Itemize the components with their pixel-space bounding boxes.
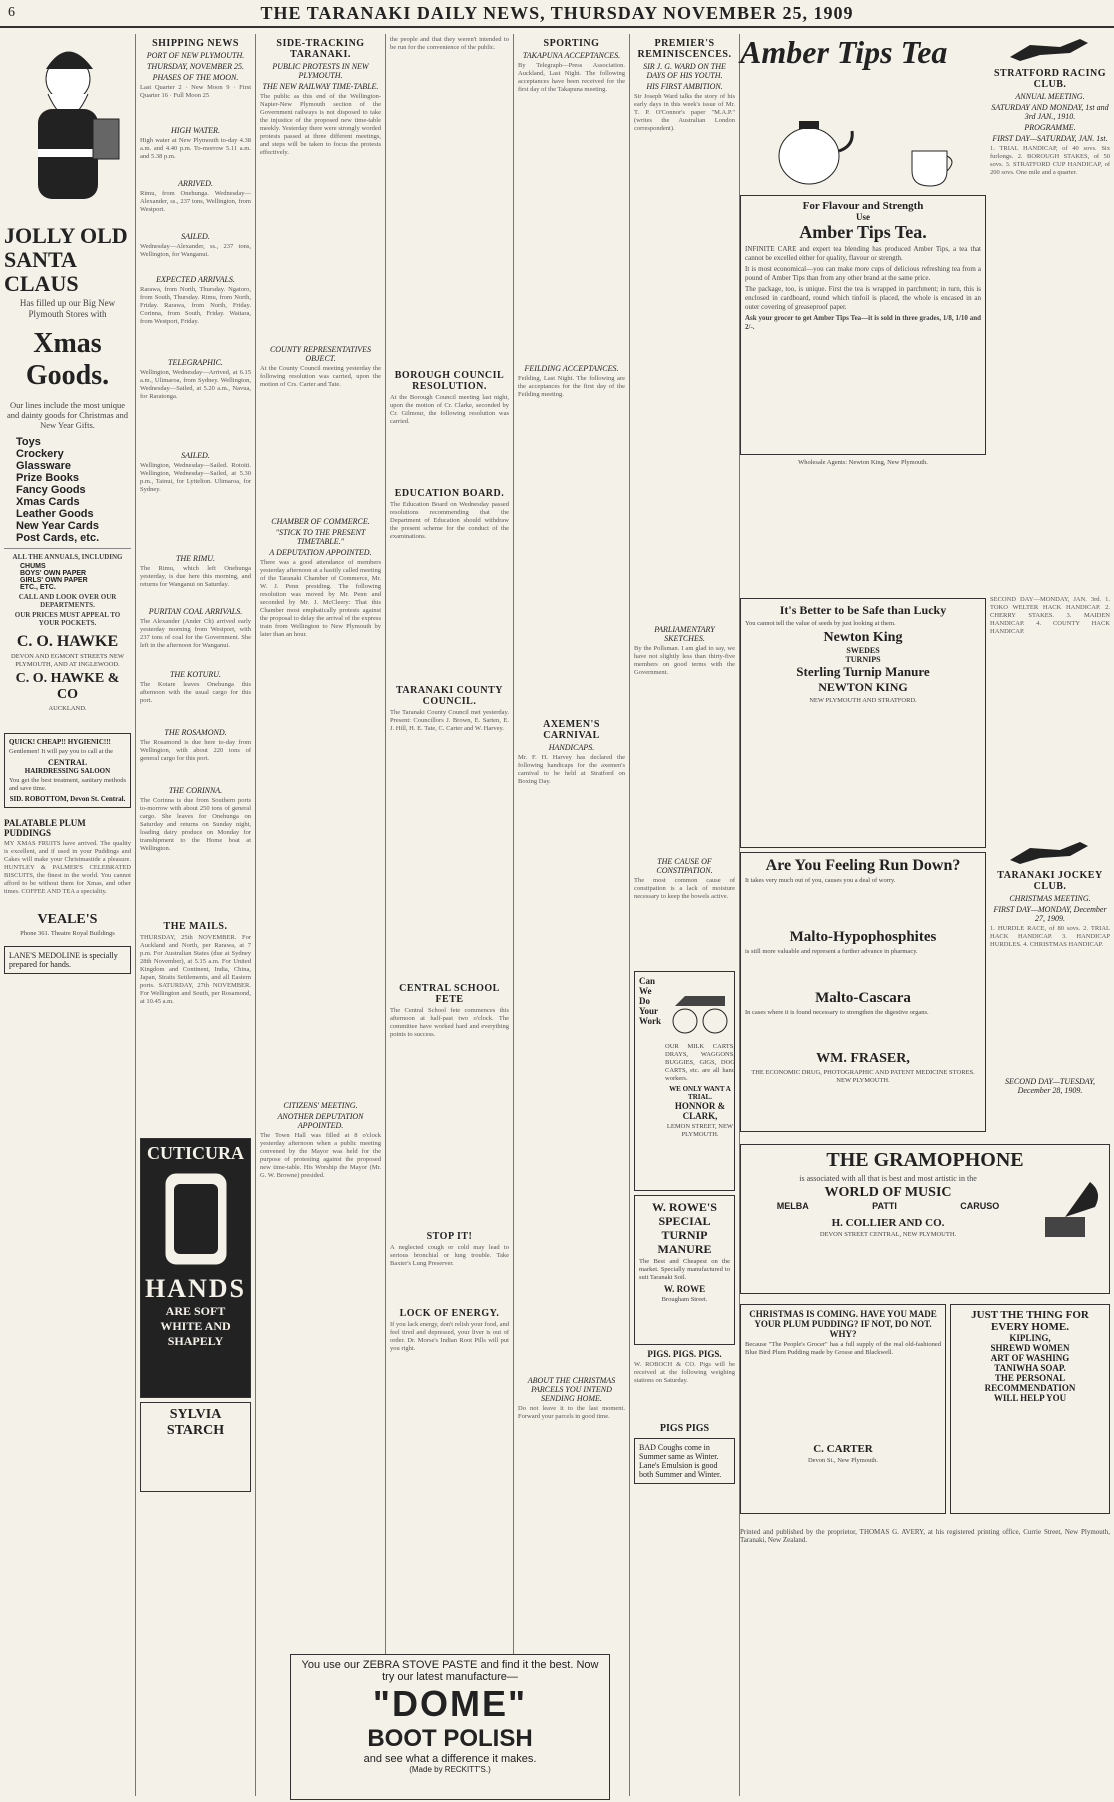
hairdressing-ad: QUICK! CHEAP!! HYGIENIC!!! Gentlemen! It will pay you to call at the CENTRAL HAIRDRESSING SALOON You get the best treatment, sanitary methods and save time. SID. ROBOTTOM, Devon St. Central.	[4, 733, 131, 808]
amber-tea: Amber Tips Tea.	[799, 222, 927, 242]
stick-sub: "STICK TO THE PRESENT TIMETABLE."	[275, 528, 366, 546]
ambition-sub: HIS FIRST AMBITION.	[646, 82, 723, 91]
stratford-sub: ANNUAL MEETING.	[1015, 92, 1085, 101]
sylvia-title: SYLVIA STARCH	[166, 1407, 225, 1438]
page-number: 6	[8, 5, 16, 20]
malto1-title: Malto-Hypophosphites	[789, 929, 937, 945]
amber-ask: Ask your grocer to get Amber Tips Tea—it is sold in three grades, 1/8, 1/10 and 2/-.	[745, 314, 981, 331]
cuticura-ad	[140, 1138, 251, 1398]
prices-text: OUR PRICES MUST APPEAL TO YOUR POCKETS.	[14, 611, 121, 627]
sylvia-starch-ad	[140, 1402, 251, 1492]
high-water: HIGH WATER.	[171, 126, 220, 135]
lines-text: Our lines include the most unique and dainty goods for Christmas and New Year Gifts.	[6, 400, 129, 430]
rowe-title: W. ROWE'S SPECIAL TURNIP MANURE	[652, 1200, 717, 1256]
race-horse-icon	[1000, 838, 1100, 866]
reckitt-text: (Made by RECKITT'S.)	[409, 1765, 491, 1774]
dome-polish-ad	[290, 1654, 610, 1800]
santa-illustration	[4, 34, 131, 224]
carter-address: Devon St., New Plymouth.	[807, 1457, 879, 1464]
filled-text: Has filled up our Big New Plymouth Stores with	[19, 298, 116, 319]
washing-text: ART OF WASHING	[990, 1353, 1070, 1363]
amber-flavour: For Flavour and Strength	[802, 200, 924, 212]
phases-subheading: PHASES OF THE MOON.	[152, 73, 239, 82]
xmas-item: Xmas Cards	[16, 496, 80, 508]
veale-address: Phone 361. Theatre Royal Buildings	[20, 930, 115, 937]
amber-title: Amber Tips Tea	[740, 34, 948, 70]
feilding-sub: FEILDING ACCEPTANCES.	[524, 364, 619, 373]
artists-row	[745, 1201, 1031, 1211]
parliamentary-sub: PARLIAMENTARY SKETCHES.	[654, 625, 715, 643]
honnor-clark-ad	[634, 971, 735, 1191]
jockey-club-ad: SECOND DAY—MONDAY, JAN. 3rd. 1. TOKO WELTER HACK HANDICAP. 2. CHERRY STAKES. 3. MAIDEN HANDICAP. 4. COUNTY HACK HANDICAP. TARANAKI JOCKEY CLUB. CHRISTMAS MEETING. FIRST DAY—MONDAY, December 27, 1909. 1. HURDLE RACE, of 80 sovs. 2. TRIAL HACK HANDICAP. 3. HANDICAP HURDLES. 4. CHRISTMAS HANDICAP. SECOND DAY—TUESDAY, December 28, 1909.	[990, 596, 1110, 1095]
santa-claus-icon	[13, 39, 123, 219]
collier-address: DEVON STREET CENTRAL, NEW PLYMOUTH.	[819, 1231, 957, 1238]
amber-agent: Wholesale Agents: Newton King, New Plymouth.	[798, 459, 928, 466]
pudding-text: CHRISTMAS IS COMING. HAVE YOU MADE YOUR PLUM PUDDING? IF NOT, DO NOT. WHY?	[749, 1309, 937, 1339]
will-help-text: WILL HELP YOU	[993, 1393, 1067, 1403]
hairdressing-text: HAIRDRESSING SALOON	[24, 767, 111, 775]
corinna-heading: THE CORINNA.	[168, 786, 223, 795]
hands-title: HANDS	[145, 1274, 247, 1303]
pigs-heading: PIGS. PIGS. PIGS.	[647, 1349, 722, 1359]
column-shipping: SHIPPING NEWS PORT OF NEW PLYMOUTH. THURSDAY, NOVEMBER 25. PHASES OF THE MOON. Last Quarter 2 · New Moon 9 · First Quarter 16 · Full Moon 25 HIGH WATER. High water at New Plymouth to-day 4.38 a.m. and 4.40 p.m. To-morrow 5.11 a.m. and 5.38 p.m. ARRIVED. Rimu, from Onehunga. Wednesday—Alexander, ss., 237 tons, Wellington, from Westport. SAILED. Wednesday—Alexander, ss., 237 tons, Wellington, for Wanganui. EXPECTED ARRIVALS. Rarawa, from North, Thursday. Ngatoro, from South, Thursday. Rimu, from North, Friday. Rarawa, from North, Friday. Corinna, from South, Friday. Waitara, from Westport, Friday. TELEGRAPHIC. Wellington, Wednesday—Arrived, at 6.15 a.m., Ulimaroa, from Sydney. Wellington, Wednesday—Sailed, at 5.20 a.m., Navua, for Raratonga. SAILED. Wellington, Wednesday—Sailed. Rotoiti. Wellington, Wednesday—Sailed, at 5.30 p.m., Tainui, for Lyttelton. Ulimaroa, for Sydney. THE RIMU. The Rimu, which left Onehunga yesterday, is due here this morning, and returns for Wanganui on Saturday. PURITAN COAL ARRIVALS. The Alexander (Ander Ch) arrived early yesterday morning from Westport, with 237 tons of coal for the Government. She left in the afternoon for Wanganui. THE KOTURU. The Kotare leaves Onehunga this afternoon with the usual cargo for this port. THE ROSAMOND. The Rosamond is due here to-day from Wellington, with about 220 tons of general cargo for this port. THE CORINNA. The Corinna is due from Southern ports to-morrow with about 250 tons of general cargo. She leaves for Onehunga on Saturday and returns on Sunday night, loading dairy produce on Monday for transhipment to the Home boat at Wellington. THE MAILS. THURSDAY, 25th NOVEMBER. For Auckland and North, per Rarawa, at 7 p.m. For Australian States (due at Sydney 28th November), at 5.15 a.m. For United Kingdom and Continent, India, China, Japan, Straits Settlements, and all Eastern ports. SATURDAY, 27th NOVEMBER. For Wellington and South, per Rosamond, at 10.45 a.m. CUTICURA HANDS ARE SOFT WHITE AND SHAPELY SYLVIA STARCH	[136, 34, 256, 1796]
timetable-sub: THE NEW RAILWAY TIME-TABLE.	[262, 82, 379, 91]
continued-text: the people and that they weren't intended to be run for the convenience of the public.	[390, 36, 509, 51]
rowe-name: W. ROWE	[663, 1284, 706, 1294]
soap-icon	[156, 1169, 236, 1269]
hawke-auckland: AUCKLAND.	[48, 705, 87, 712]
xmas-item: Fancy Goods	[16, 484, 86, 496]
bad-coughs-text: BAD Coughs come in Summer same as Winter. Lane's Emulsion is good both Summer and Winter.	[639, 1443, 722, 1479]
column-railway: SIDE-TRACKING TARANAKI. PUBLIC PROTESTS IN NEW PLYMOUTH. THE NEW RAILWAY TIME-TABLE. The public as this end of the Wellington-Napier-New Plymouth section of the Government railways is not disposed to take the injustice of the proposed new time-table meekly. Yesterday there were strongly worded protests passed at three different meetings, and steps will be taken to focus the protests effectively. COUNTY REPRESENTATIVES OBJECT. At the County Council meeting yesterday the following resolution was carried, upon the motion of Crs. Carter and Tate. CHAMBER OF COMMERCE. "STICK TO THE PRESENT TIMETABLE." A DEPUTATION APPOINTED. There was a good attendance of members yesterday afternoon at a hastily called meeting of the Taranaki Chamber of Commerce, Mr. W. J. Penn presiding. The following resolution was moved by Mr. Penn and seconded by Mr. J. McCleery: That this Chamber most emphatically protests against the proposal to delay the arrival of the express train from Wellington to New Plymouth by later than an hour. CITIZENS' MEETING. ANOTHER DEPUTATION APPOINTED. The Town Hall was filled at 8 o'clock yesterday afternoon when a public meeting convened by the Mayor was held for the purpose of protesting against the proposed new time-table. His Worship the Mayor (Mr. G. W. Browne) presided.	[256, 34, 386, 1796]
trial-text: WE ONLY WANT A TRIAL.	[669, 1085, 731, 1101]
rowe-sub: The Best and Cheapest on the market. Specially manufactured to suit Taranaki Soil.	[639, 1258, 730, 1281]
hawke-address: DEVON AND EGMONT STREETS NEW PLYMOUTH, AND AT INGLEWOOD.	[11, 653, 124, 668]
xmas-item: Crockery	[16, 448, 64, 460]
xmas-goods-heading: Xmas Goods.	[25, 328, 110, 391]
teapot-icon	[764, 101, 854, 191]
horse-illustration	[990, 34, 1110, 64]
rowe-manure-ad	[634, 1195, 735, 1345]
sailed2-heading: SAILED.	[181, 451, 210, 460]
port-subheading: PORT OF NEW PLYMOUTH.	[146, 51, 245, 60]
kipling-text: KIPLING,	[1009, 1333, 1051, 1343]
cuticura-title: CUTICURA	[146, 1143, 244, 1163]
call-text: CALL AND LOOK OVER OUR DEPARTMENTS.	[18, 593, 117, 609]
sporting-heading: SPORTING	[543, 38, 600, 49]
column-sporting: SPORTING TAKAPUNA ACCEPTANCES. By Telegraph—Press Association. Auckland, Last Night. The following acceptances have been received for the first day of the Takapuna meeting. FEILDING ACCEPTANCES. Feilding, Last Night. The following are the acceptances for the first day of the Feilding meeting. AXEMEN'S CARNIVAL HANDICAPS. Mr. F. H. Harvey has declared the following handicaps for the axemen's carnival to be held at Stratford on Boxing Day. ABOUT THE CHRISTMAS PARCELS YOU INTEND SENDING HOME. Do not leave it to the last moment. Forward your parcels in good time.	[514, 34, 630, 1796]
amber-row	[740, 34, 1110, 466]
fraser-name: WM. FRASER,	[816, 1051, 910, 1066]
column-hawke-ads: JOLLY OLD SANTA CLAUS Has filled up our Big New Plymouth Stores with Xmas Goods. Our lines include the most unique and dainty goods for Christmas and New Year Gifts. Toys Crockery Glassware Prize Books Fancy Goods Xmas Cards Leather Goods New Year Cards Post Cards, etc. ALL THE ANNUALS, INCLUDING CHUMS BOYS' OWN PAPER GIRLS' OWN PAPER ETC., ETC. CALL AND LOOK OVER OUR DEPARTMENTS. OUR PRICES MUST APPEAL TO YOUR POCKETS. C. O. HAWKE DEVON AND EGMONT STREETS NEW PLYMOUTH, AND AT INGLEWOOD. C. O. HAWKE & CO AUCKLAND. QUICK! CHEAP!! HYGIENIC!!! Gentlemen! It will pay you to call at the CENTRAL HAIRDRESSING SALOON You get the best treatment, sanitary methods and save time. SID. ROBOTTOM, Devon St. Central. PALATABLE PLUM PUDDINGS MY XMAS FRUITS have arrived. The quality is excellent, and if used in your Puddings and Cakes will make your Christmastide a pleasure. HUNTLEY & PALMER'S CELEBRATED BISCUITS, the finest in the world. You cannot afford to be without them for Xmas, and other times. COFFEE AND TEA a speciality. VEALE'S Phone 361. Theatre Royal Buildings LANE'S MEDOLINE is specially prepared for hands.	[0, 34, 136, 1796]
premier-heading: PREMIER'S REMINISCENCES.	[637, 38, 732, 60]
newton2-name: NEWTON KING	[818, 680, 908, 694]
honnor-name: HONNOR & CLARK,	[674, 1101, 726, 1121]
shipping-heading: SHIPPING NEWS	[152, 38, 239, 49]
lock-heading: LOCK OF ENERGY.	[399, 1308, 500, 1319]
artist-name: PATTI	[872, 1201, 897, 1211]
xmas-item: Prize Books	[16, 472, 79, 484]
hawke-auckland-name: C. O. HAWKE & CO	[15, 671, 120, 702]
newton2-address: NEW PLYMOUTH AND STRATFORD.	[809, 697, 917, 704]
sir-ward-sub: SIR J. G. WARD ON THE DAYS OF HIS YOUTH.	[643, 62, 726, 80]
amber-packet: The package, too, is unique. First the tea is wrapped in parchment; in turn, this is enclosed in cardboard, round which tinfoil is placed, the whole is encased in an outer covering of greaseproof paper.	[745, 285, 981, 311]
fraser-sub: THE ECONOMIC DRUG, PHOTOGRAPHIC AND PATENT MEDICINE STORES. NEW PLYMOUTH.	[751, 1069, 975, 1084]
soft-title: ARE SOFT WHITE AND SHAPELY	[160, 1304, 231, 1348]
gramophone-sub: is associated with all that is best and most artistic in the	[799, 1174, 977, 1183]
recommend-text: THE PERSONAL RECOMMENDATION	[984, 1373, 1076, 1393]
amber-tips-ad	[740, 34, 986, 466]
annuals-heading: ALL THE ANNUALS, INCLUDING	[12, 553, 123, 561]
pigs2-heading: PIGS PIGS	[659, 1423, 710, 1434]
sterling-heading: Sterling Turnip Manure	[796, 664, 930, 679]
another-deputation-sub: ANOTHER DEPUTATION APPOINTED.	[277, 1112, 364, 1130]
buggy-icon	[665, 976, 735, 1036]
medoline-ad	[4, 946, 131, 974]
rundown-title: Are You Feeling Run Down?	[765, 857, 961, 874]
stratford-date: SATURDAY AND MONDAY, 1st and 3rd JAN., 1910.	[991, 103, 1109, 121]
side-tracking-heading: SIDE-TRACKING TARANAKI.	[276, 38, 365, 60]
artist-name: CARUSO	[960, 1201, 1000, 1211]
honnor-address: LEMON STREET, NEW PLYMOUTH.	[666, 1123, 734, 1138]
shrewd-text: SHREWD WOMEN	[990, 1343, 1070, 1353]
lanes-emulsion-ad	[634, 1438, 735, 1484]
gramophone-title: THE GRAMOPHONE	[826, 1149, 1024, 1171]
teapot-illustration	[740, 71, 986, 191]
education-heading: EDUCATION BOARD.	[394, 488, 505, 499]
rowe-street: Brougham Street.	[661, 1296, 708, 1303]
amber-economical: It is most economical—you can make more cups of delicious refreshing tea from a pound of Amber Tips than from any other brand at the same price.	[745, 265, 981, 282]
mid-ads-row	[740, 594, 1110, 1136]
jockey-sub: CHRISTMAS MEETING.	[1009, 894, 1091, 903]
amber-body: INFINITE CARE and expert tea blending has produced Amber Tips, a tea that cannot be excelled either for quality, flavour or strength.	[745, 245, 981, 262]
rimu-heading: THE RIMU.	[175, 554, 216, 563]
collier-name: H. COLLIER AND CO.	[831, 1217, 945, 1229]
date-subheading: THURSDAY, NOVEMBER 25.	[146, 62, 245, 71]
chamber-sub: CHAMBER OF COMMERCE.	[271, 517, 370, 526]
jockey-second: SECOND DAY—TUESDAY, December 28, 1909.	[1005, 1077, 1095, 1095]
can-we-text: Can We Do Your Work	[639, 976, 662, 1026]
amber-use: Use	[856, 212, 870, 222]
zebra-text: You use our ZEBRA STOVE PASTE and find it the best. Now try our latest manufacture—	[301, 1659, 599, 1683]
jockey-heading: TARANAKI JOCKEY CLUB.	[997, 870, 1103, 892]
swedes-heading: SWEDES	[846, 646, 880, 655]
malto2-title: Malto-Cascara	[815, 990, 911, 1006]
annual-item: BOYS' OWN PAPER	[20, 570, 87, 577]
dome-title: "DOME"	[372, 1683, 528, 1724]
handicaps-sub: HANDICAPS.	[548, 743, 595, 752]
christmas-parcels-sub: ABOUT THE CHRISTMAS PARCELS YOU INTEND SENDING HOME.	[527, 1376, 616, 1403]
medoline-text: LANE'S MEDOLINE is specially prepared for hands.	[9, 951, 118, 969]
borough-heading: BOROUGH COUNCIL RESOLUTION.	[394, 370, 505, 392]
takapuna-sub: TAKAPUNA ACCEPTANCES.	[522, 51, 621, 60]
mails-heading: THE MAILS.	[163, 921, 228, 932]
citizens-sub: CITIZENS' MEETING.	[283, 1101, 358, 1110]
stop-heading: STOP IT!	[426, 1231, 473, 1242]
world-title: WORLD OF MUSIC	[824, 1185, 952, 1200]
annuals-list	[20, 563, 131, 591]
annual-item: GIRLS' OWN PAPER	[20, 577, 88, 584]
palatable-heading: PALATABLE PLUM PUDDINGS	[4, 818, 86, 838]
column-premier: PREMIER'S REMINISCENCES. SIR J. G. WARD ON THE DAYS OF HIS YOUTH. HIS FIRST AMBITION. Sir Joseph Ward talks the story of his early days in this week's issue of Mr. T. P. O'Connor's paper "M.A.P." (writes the Australian London correspondent). PARLIAMENTARY SKETCHES. By the Pollsman. I am glad to say, we have not slightly less than thirty-five members on good terms with the Government. THE CAUSE OF CONSTIPATION. The most common cause of constipation is a lack of moisture necessary to keep the bowels active. Can We Do Your Work OUR MILK CARTS, DRAYS, WAGGONS, BUGGIES, GIGS, DOG CARTS, etc. are all hand workers. WE ONLY WANT A TRIAL. HONNOR & CLARK, LEMON STREET, NEW PLYMOUTH. W. ROWE'S SPECIAL TURNIP MANURE The Best and Cheapest on the market. Specially manufactured to suit Taranaki Soil. W. ROWE Brougham Street. PIGS. PIGS. PIGS. W. ROBOCH & CO. Pigs will be received at the following weighing stations on Saturday. PIGS PIGS BAD Coughs come in Summer same as Winter. Lane's Emulsion is good both Summer and Winter.	[630, 34, 740, 1796]
coal-heading: PURITAN COAL ARRIVALS.	[148, 607, 243, 616]
fraser-ad: Are You Feeling Run Down? It takes very much out of you, causes you a deal of worry. Malto-Hypophosphites is still more valuable and represent a further advance in pharmacy. Malto-Cascara In cases where it is found necessary to strengthen the digestive organs. WM. FRASER, THE ECONOMIC DRUG, PHOTOGRAPHIC AND PATENT MEDICINE STORES. NEW PLYMOUTH.	[740, 852, 986, 1132]
quick-text: QUICK! CHEAP!! HYGIENIC!!!	[9, 738, 111, 746]
county-sub: COUNTY REPRESENTATIVES OBJECT.	[269, 345, 372, 363]
fete-heading: CENTRAL SCHOOL FETE	[399, 983, 500, 1005]
first-day-sub: FIRST DAY—SATURDAY, JAN. 1st.	[992, 134, 1108, 143]
soap-illustration	[145, 1164, 246, 1274]
constipation-sub: THE CAUSE OF CONSTIPATION.	[656, 857, 713, 875]
gramophone-ad	[740, 1144, 1110, 1294]
right-ads-area	[740, 34, 1110, 1796]
expected-heading: EXPECTED ARRIVALS.	[156, 275, 235, 284]
stratford-racing-ad: STRATFORD RACING CLUB. ANNUAL MEETING. SATURDAY AND MONDAY, 1st and 3rd JAN., 1910. PROGRAMME. FIRST DAY—SATURDAY, JAN. 1st. 1. TRIAL HANDICAP, of 40 sovs. Six furlongs. 2. BOROUGH STAKES, of 50 sovs. 3. STRATFORD CUP HANDICAP, of 200 sovs. One mile and a quarter.	[990, 34, 1110, 334]
artist-name: MELBA	[776, 1201, 809, 1211]
masthead-title: THE TARANAKI DAILY NEWS, THURSDAY NOVEMBER 25, 1909	[260, 2, 854, 23]
county-council-heading: TARANAKI COUNTY COUNCIL.	[395, 685, 504, 707]
carter-ad: CHRISTMAS IS COMING. HAVE YOU MADE YOUR PLUM PUDDING? IF NOT, DO NOT. WHY? Because "The People's Grocer" has a full supply of the real old-fashioned Blue Bird Plum Pudding made by Grosse and Blackwell. C. CARTER Devon St., New Plymouth.	[740, 1304, 946, 1514]
xmas-item: Leather Goods	[16, 508, 94, 520]
printer-imprint: Printed and published by the proprietor, THOMAS G. AVERY, at his registered printing office, Currie Street, New Plymouth, Taranaki, New Zealand.	[740, 1528, 1110, 1544]
sailed-heading: SAILED.	[181, 232, 210, 241]
annual-item: CHUMS	[20, 563, 46, 570]
deputation-sub: A DEPUTATION APPOINTED.	[269, 548, 372, 557]
arrived-heading: ARRIVED.	[178, 179, 213, 188]
veale-name: VEALE'S	[37, 912, 98, 927]
gramophone-icon	[1035, 1172, 1105, 1242]
xmas-item: Glassware	[16, 460, 72, 472]
protests-sub: PUBLIC PROTESTS IN NEW PLYMOUTH.	[272, 62, 369, 80]
newton-name: Newton King	[823, 630, 903, 645]
xmas-item: New Year Cards	[16, 520, 99, 532]
xmas-item: Post Cards, etc.	[16, 532, 100, 544]
horse-illustration-2	[990, 838, 1110, 866]
amber-body-box	[740, 195, 986, 455]
left-mid-ads	[740, 594, 986, 1136]
just-title: JUST THE THING FOR EVERY HOME.	[971, 1309, 1089, 1333]
race-horse-icon	[1000, 35, 1100, 63]
central-text: CENTRAL	[47, 758, 88, 767]
jolly-heading: JOLLY OLD SANTA CLAUS	[4, 223, 128, 296]
carter-name: C. CARTER	[813, 1443, 873, 1455]
programme-sub: PROGRAMME.	[1024, 123, 1076, 132]
carts-text: OUR MILK CARTS, DRAYS, WAGGONS, BUGGIES, GIGS, DOG CARTS, etc. are all hand workers.	[665, 1043, 735, 1082]
masthead	[0, 0, 1114, 28]
axemen-heading: AXEMEN'S CARNIVAL	[543, 719, 600, 741]
stratford-heading: STRATFORD RACING CLUB.	[994, 68, 1106, 90]
difference-text: and see what a difference it makes.	[363, 1753, 537, 1765]
column-local-news: the people and that they weren't intended to be run for the convenience of the public. BOROUGH COUNCIL RESOLUTION. At the Borough Council meeting last night, upon the motion of Cr. Clarke, seconded by Cr. Gilmour, the following resolution was carried. EDUCATION BOARD. The Education Board on Wednesday passed resolutions recommending that the Department of Education should withdraw the present scheme for the conduct of the examinations. TARANAKI COUNTY COUNCIL. The Taranaki County Council met yesterday. Present: Councillors J. Brown, E. Sarten, E. J. Hill, H. E. Tate, C. Carter and W. Harvey. CENTRAL SCHOOL FETE The Central School fete commences this afternoon at half-past two o'clock. The committee have worked hard and everything points to success. STOP IT! A neglected cough or cold may lead to serious bronchial or lung trouble. Take Baxter's Lung Preserver. LOCK OF ENERGY. If you lack energy, don't relish your food, and feel tired and depressed, your liver is out of order. Dr. Morse's Indian Root Pills will put you right.	[386, 34, 514, 1796]
rosamond-heading: THE ROSAMOND.	[164, 728, 227, 737]
xmas-item: Toys	[16, 436, 41, 448]
taniwha-text: TANIWHA SOAP.	[994, 1363, 1066, 1373]
hawke-name: C. O. HAWKE	[16, 633, 119, 650]
newton-king-ad: It's Better to be Safe than Lucky You cannot tell the value of seeds by just looking at them. Newton King SWEDES TURNIPS Sterling Turnip Manure NEWTON KING NEW PLYMOUTH AND STRATFORD.	[740, 598, 986, 848]
kotare-heading: THE KOTURU.	[169, 670, 222, 679]
telegraphic-heading: TELEGRAPHIC.	[168, 358, 223, 367]
sid-text: SID. ROBOTTOM, Devon St. Central.	[9, 795, 126, 803]
cup-icon	[902, 131, 962, 191]
safe-title: It's Better to be Safe than Lucky	[779, 603, 947, 617]
jockey-first: FIRST DAY—MONDAY, December 27, 1909.	[993, 905, 1107, 923]
annual-item: ETC., ETC.	[20, 584, 56, 591]
bottom-ads-row	[740, 1300, 1110, 1518]
taniwha-soap-ad	[950, 1304, 1110, 1514]
boot-title: BOOT POLISH	[367, 1725, 533, 1752]
turnips-heading: TURNIPS	[845, 655, 881, 664]
xmas-items-list	[16, 436, 131, 544]
